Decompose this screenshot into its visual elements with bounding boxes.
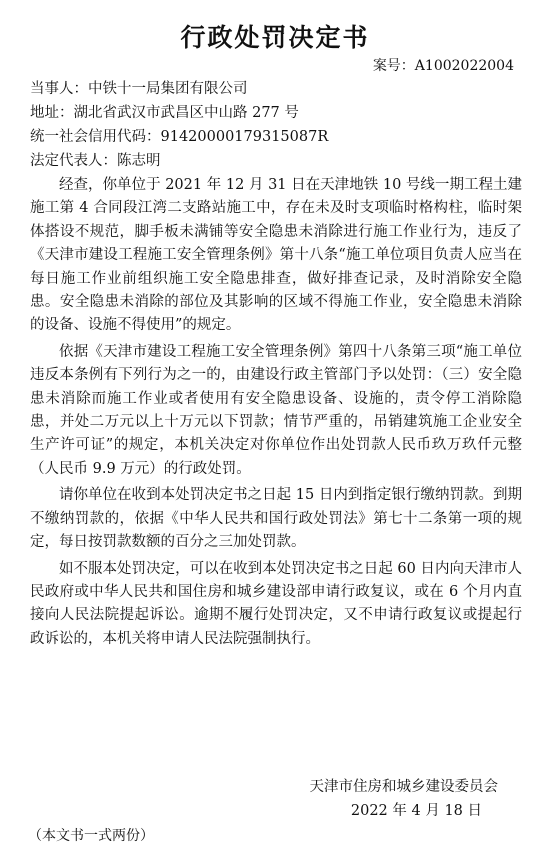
paragraph-payment: 请你单位在收到本处罚决定书之日起 15 日内到指定银行缴纳罚款。到期不缴纳罚款的，依据《中华人民共和国行政处罚法》第七十二条第一项的规定，每日按罚款数额的百分之三加处罚款。 xyxy=(30,487,522,551)
copies-note: （本文书一式两份） xyxy=(28,828,154,844)
legal-representative-line: 法定代表人：陈志明 xyxy=(30,153,161,169)
case-number: 案号：A1002022004 xyxy=(372,58,514,74)
paragraph-basis: 依据《天津市建设工程施工安全管理条例》第四十八条第三项“施工单位违反本条例有下列行为之一的，由建设行政主管部门予以处罚：（三）安全隐患未消除而施工作业或者使用有安全隐患设备、设施的，责令停工消除隐患，并处二万元以上十万元以下罚款；情节严重的，吊销建筑施工企业安全生产许可证”的规定，本机关决定对你单位作出处罚款人民币玖万玖仟元整（人民币 9.9 万元）的行政处罚。 xyxy=(30,343,522,477)
credit-code-line: 统一社会信用代码：91420000179315087R xyxy=(30,129,329,145)
paragraph-appeal: 如不服本处罚决定，可以在收到本处罚决定书之日起 60 日内向天津市人民政府或中华人民共和国住房和城乡建设部申请行政复议，或在 6 个月内直接向人民法院提起诉讼。逾期不履行处罚决定，又不申请行政复议或提起行政诉讼的，本机关将申请人民法院强制执行。 xyxy=(30,560,522,647)
document-title: 行政处罚决定书 xyxy=(180,23,370,52)
issue-date: 2022 年 4 月 18 日 xyxy=(350,803,482,819)
party-line: 当事人：中铁十一局集团有限公司 xyxy=(30,81,248,97)
address-line: 地址：湖北省武汉市武昌区中山路 277 号 xyxy=(30,105,299,121)
document-body xyxy=(30,174,522,654)
issuer-name: 天津市住房和城乡建设委员会 xyxy=(309,779,498,795)
paragraph-findings: 经查，你单位于 2021 年 12 月 31 日在天津地铁 10 号线一期工程土建施工第 4 合同段江湾二支路站施工中，存在未及时支项临时格构柱，临时架体搭设不规范，脚手板未满铺等安全隐患未消除进行施工作业行为，违反了《天津市建设工程施工安全管理条例》第十八条“施工单位项目负责人应当在每日施工作业前组织施工安全隐患排查，做好排查记录，及时消除安全隐患。安全隐患未消除的部位及其影响的区域不得施工作业，安全隐患未消除的设备、设施不得使用”的规定。 xyxy=(30,177,522,334)
